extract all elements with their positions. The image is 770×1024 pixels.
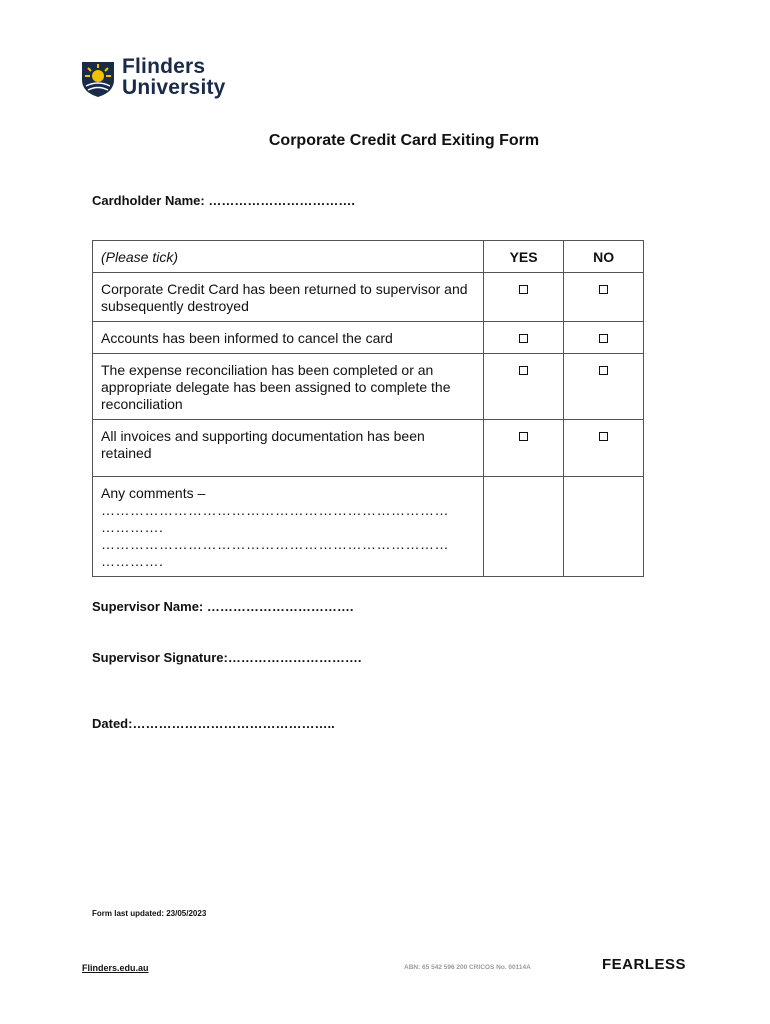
no-checkbox[interactable]: [599, 334, 608, 343]
supervisor-name-field[interactable]: [92, 599, 354, 614]
website-link[interactable]: Flinders.edu.au: [82, 963, 149, 973]
supervisor-signature-blank[interactable]: ………………………….: [227, 650, 362, 665]
comments-no-cell: [564, 477, 644, 577]
header-no: NO: [564, 241, 644, 273]
logo-line-2: University: [122, 76, 226, 99]
comments-yes-cell: [483, 477, 563, 577]
cardholder-name-blank[interactable]: …………………………….: [208, 193, 355, 208]
comments-line: ………….: [101, 519, 164, 535]
yes-checkbox[interactable]: [519, 432, 528, 441]
supervisor-name-label: Supervisor Name:: [92, 599, 204, 614]
row-text: Corporate Credit Card has been returned to supervisor and subsequently destroyed: [93, 273, 484, 322]
header-please-tick: (Please tick): [93, 241, 484, 273]
table-row: [93, 322, 644, 354]
header-yes: YES: [483, 241, 563, 273]
cardholder-name-label: Cardholder Name:: [92, 193, 205, 208]
logo-line-1: Flinders: [122, 55, 206, 78]
supervisor-name-blank[interactable]: …………………………….: [206, 599, 354, 614]
logo-text: [122, 56, 226, 98]
table-row: [93, 273, 644, 322]
row-text: All invoices and supporting documentation has been retained: [93, 420, 484, 477]
dated-blank[interactable]: ………………………………………..: [132, 716, 335, 731]
dated-field[interactable]: [92, 716, 335, 731]
sun-emblem-icon: [80, 58, 116, 98]
comments-cell[interactable]: [93, 477, 484, 577]
no-checkbox[interactable]: [599, 432, 608, 441]
comments-line: ………………………………………………………………: [101, 536, 449, 552]
yes-checkbox[interactable]: [519, 334, 528, 343]
comments-line: ………….: [101, 553, 164, 569]
row-text: Accounts has been informed to cancel the card: [93, 322, 484, 354]
table-row: [93, 354, 644, 420]
table-header-row: [93, 241, 644, 273]
form-title: Corporate Credit Card Exiting Form: [268, 132, 540, 149]
abn-cricos-text: ABN: 65 542 596 200 CRICOS No. 00114A: [404, 964, 531, 971]
no-checkbox[interactable]: [599, 366, 608, 375]
supervisor-signature-field[interactable]: [92, 650, 361, 665]
supervisor-signature-label: Supervisor Signature:: [92, 650, 228, 665]
dated-label: Dated:: [92, 716, 133, 731]
yes-checkbox[interactable]: [519, 285, 528, 294]
row-text: The expense reconciliation has been completed or an appropriate delegate has been assigned to complete the reconciliation: [93, 354, 484, 420]
no-checkbox[interactable]: [599, 285, 608, 294]
tick-table: [92, 240, 644, 577]
comments-row: [93, 477, 644, 577]
table-row: [93, 420, 644, 477]
flinders-logo: [80, 56, 240, 104]
yes-checkbox[interactable]: [519, 366, 528, 375]
comments-line: ………………………………………………………………: [101, 502, 449, 518]
cardholder-name-field[interactable]: [92, 193, 355, 208]
comments-label: Any comments –: [101, 485, 206, 501]
form-updated-note: Form last updated: 23/05/2023: [92, 909, 207, 918]
fearless-tagline: FEARLESS: [602, 956, 687, 973]
